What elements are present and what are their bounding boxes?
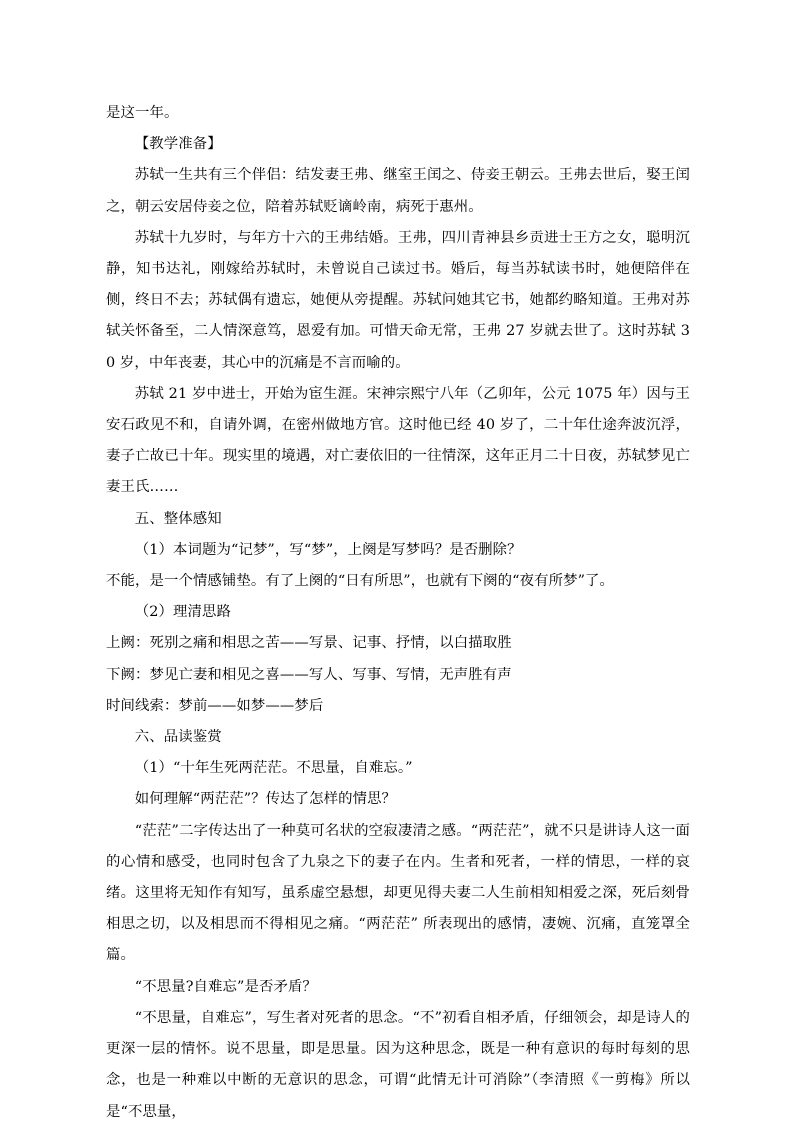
question-contradiction: “不思量?自难忘”是否矛盾？ — [134, 978, 317, 995]
answer-contradiction: “不思量，自难忘”，写生者对死者的思念。“不”初看自相矛盾，仔细领会，却是诗人的更深一层的情怀。说不思量，即是思量。因为这种思念，既是一种有意识的每时每刻的思念，也是一种难以中断的无意识的思念，可谓“此情无计可消除”（李清照《一剪梅》所以是“不思量， — [106, 1009, 690, 1120]
answer-1: 不能，是一个情感铺垫。有了上阕的“日有所思”，也就有下阕的“夜有所梦”了。 — [106, 573, 615, 590]
quote-line-1: （1）“十年生死两茫茫。不思量，自难忘。” — [134, 760, 413, 777]
question-1: （1）本词题为“记梦”，写“梦”，上阕是写梦吗？是否删除？ — [134, 541, 522, 558]
paragraph-continuation: 是这一年。 — [106, 105, 179, 121]
heading-appreciation: 六、品读鉴赏 — [134, 729, 222, 746]
question-2: （2）理清思路 — [134, 604, 231, 621]
outline-timeline: 时间线索：梦前——如梦——梦后 — [106, 697, 324, 714]
paragraph-career: 苏轼 21 岁中进士，开始为宦生涯。宋神宗熙宁八年（乙卯年，公元 1075 年）因与王安石政见不和，自请外调，在密州做地方官。这时他已经 40 岁了，二十年仕途奔波沉浮，妻子亡故已十年。现实里的境遇，对亡妻依旧的一往情深，这年正月二十日夜，苏轼梦见亡妻王氏…… — [106, 385, 690, 496]
question-liang-mangmang: 如何理解“两茫茫”？传达了怎样的情思？ — [134, 791, 397, 808]
heading-overall-perception: 五、整体感知 — [134, 510, 222, 527]
paragraph-wang-fu: 苏轼十九岁时，与年方十六的王弗结婚。王弗，四川青神县乡贡进士王方之女，聪明沉静，知书达礼，刚嫁给苏轼时，未曾说自己读过书。婚后，每当苏轼读书时，她便陪伴在侧，终日不去；苏轼偶有遗忘，她便从旁提醒。苏轼问她其它书，她都约略知道。王弗对苏轼关怀备至，二人情深意笃，恩爱有加。可惜天命无常，王弗 27 岁就去世了。这时苏轼 30 岁，中年丧妻，其心中的沉痛是不言而喻的。 — [106, 229, 690, 371]
outline-upper-stanza: 上阙：死别之痛和相思之苦——写景、记事、抒情，以白描取胜 — [106, 635, 512, 652]
document-body — [106, 98, 690, 1128]
outline-lower-stanza: 下阙：梦见亡妻和相见之喜——写人、写事、写情，无声胜有声 — [106, 666, 512, 683]
heading-teaching-preparation: 【教学准备】 — [134, 136, 222, 153]
answer-liang-mangmang: “茫茫”二字传达出了一种莫可名状的空寂凄清之感。“两茫茫”，就不只是讲诗人这一面的心情和感受，也同时包含了九泉之下的妻子在内。生者和死者，一样的情思，一样的哀绪。这里将无知作有知写，虽系虚空悬想，却更见得夫妻二人生前相知相爱之深，死后刻骨相思之切，以及相思而不得相见之痛。“两茫茫” 所表现出的感情，凄婉、沉痛，直笼罩全篇。 — [106, 822, 690, 964]
paragraph-su-shi-companions: 苏轼一生共有三个伴侣：结发妻王弗、继室王闰之、侍妾王朝云。王弗去世后，娶王闰之，朝云安居侍妾之位，陪着苏轼贬谪岭南，病死于惠州。 — [106, 167, 690, 215]
